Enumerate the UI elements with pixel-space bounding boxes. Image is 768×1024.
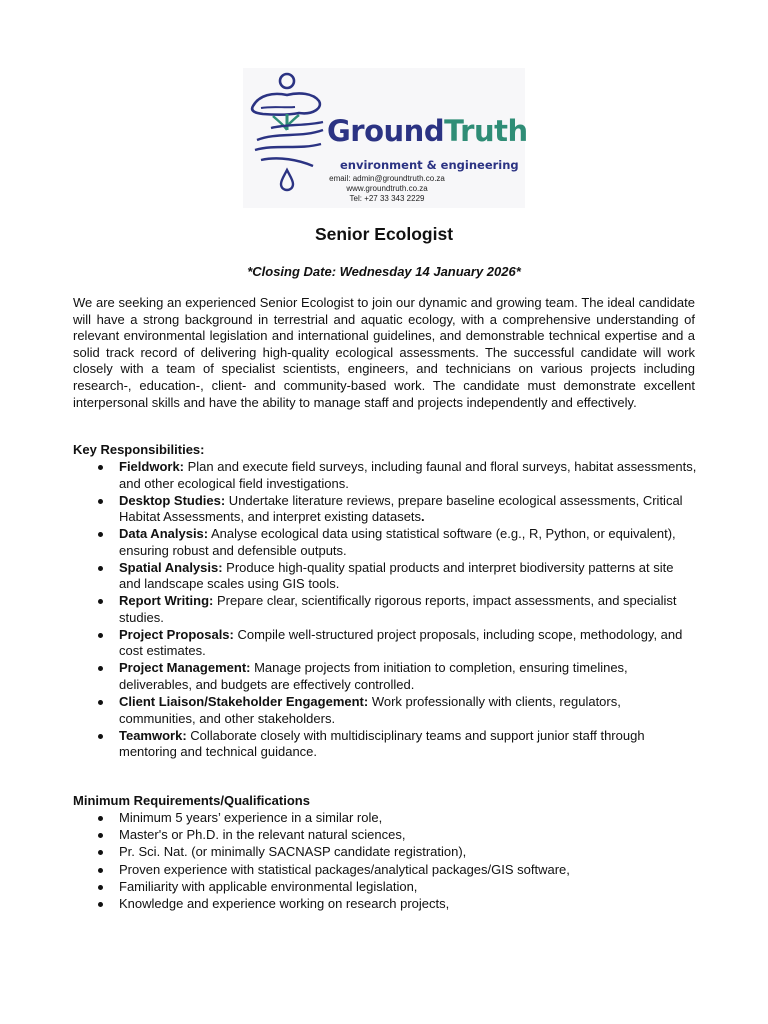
intro-paragraph: We are seeking an experienced Senior Ecologist to join our dynamic and growing team. The ideal candidate will have a strong background in terrestrial and aquatic ecology, with a comprehensive understanding of relevant environmental legislation and international guidelines, and demonstrable technical expertise and a solid track record of delivering high-quality ecological assessments. The successful candidate will work closely with a team of specialist scientists, engineers, and technicians on various projects including research-, education-, client- and community-based work. The candidate must demonstrate excellent interpersonal skills and have the ability to manage staff and projects independently and effectively. (73, 295, 695, 410)
item-text: Analyse ecological data using statistical software (e.g., R, Python, or equivalent), ensuring robust and defensible outputs. (119, 526, 676, 558)
item-text: Manage projects from initiation to completion, ensuring timelines, deliverables, and budgets are effectively controlled. (119, 660, 628, 693)
list-item (73, 593, 698, 626)
responsibilities-list (73, 459, 698, 761)
contact-website: www.groundtruth.co.za (346, 184, 428, 193)
item-label: Report Writing: (119, 593, 214, 609)
item-label: Spatial Analysis: (119, 559, 223, 575)
list-item (73, 526, 698, 559)
list-item (73, 728, 698, 761)
item-text: Prepare clear, scientifically rigorous reports, impact assessments, and specialist studies. (119, 593, 677, 625)
list-item: Knowledge and experience working on research projects, (73, 896, 698, 913)
contact-email: email: admin@groundtruth.co.za (329, 174, 445, 183)
contact-phone: Tel: +27 33 343 2229 (349, 194, 425, 203)
list-item: Proven experience with statistical packages/analytical packages/GIS software, (73, 862, 698, 879)
brand-name-part1: Ground (327, 114, 445, 148)
list-item (73, 627, 698, 660)
closing-date: *Closing Date: Wednesday 14 January 2026* (247, 264, 521, 279)
list-item (73, 459, 698, 492)
list-item: Pr. Sci. Nat. (or minimally SACNASP candidate registration), (73, 844, 698, 861)
item-label: Fieldwork: (119, 459, 185, 474)
item-text: Undertake literature reviews, prepare baseline ecological assessments, Critical Habitat Assessments, and interpret existing datasets (119, 492, 683, 525)
list-item (73, 694, 698, 727)
list-item: Minimum 5 years’ experience in a similar role, (73, 810, 698, 827)
item-text: Compile well-structured project proposals, including scope, methodology, and cost estimates. (119, 626, 683, 659)
list-item (73, 560, 698, 593)
list-item (73, 660, 698, 693)
brand-name (327, 114, 528, 148)
item-label: Teamwork: (119, 727, 187, 743)
brand-name-part2: Truth (444, 114, 528, 148)
item-text: Work professionally with clients, regulators, communities, and other stakeholders. (119, 694, 621, 726)
requirements-list (73, 810, 698, 913)
item-label: Data Analysis: (119, 526, 209, 542)
requirements-heading: Minimum Requirements/Qualifications (73, 793, 310, 808)
list-item: Familiarity with applicable environmental legislation, (73, 879, 698, 896)
list-item (73, 493, 698, 526)
item-text: Collaborate closely with multidisciplinary teams and support junior staff through mentoring and technical guidance. (119, 727, 645, 760)
item-label: Project Proposals: (119, 626, 234, 642)
responsibilities-heading: Key Responsibilities: (73, 442, 205, 457)
item-label: Desktop Studies: (119, 492, 226, 508)
item-text: Produce high-quality spatial products and interpret biodiversity patterns at site and landscape scales using GIS tools. (119, 559, 674, 592)
item-label: Client Liaison/Stakeholder Engagement: (119, 694, 369, 710)
list-item: Master's or Ph.D. in the relevant natural sciences, (73, 827, 698, 844)
page-title: Senior Ecologist (314, 224, 454, 244)
item-label: Project Management: (119, 660, 251, 676)
company-logo (243, 68, 528, 208)
item-tail: . (421, 509, 425, 525)
item-text: Plan and execute field surveys, including faunal and floral surveys, habitat assessments, and other ecological field investigations. (119, 459, 697, 491)
contact-info (307, 174, 467, 204)
brand-tagline: environment & engineering (340, 158, 519, 172)
